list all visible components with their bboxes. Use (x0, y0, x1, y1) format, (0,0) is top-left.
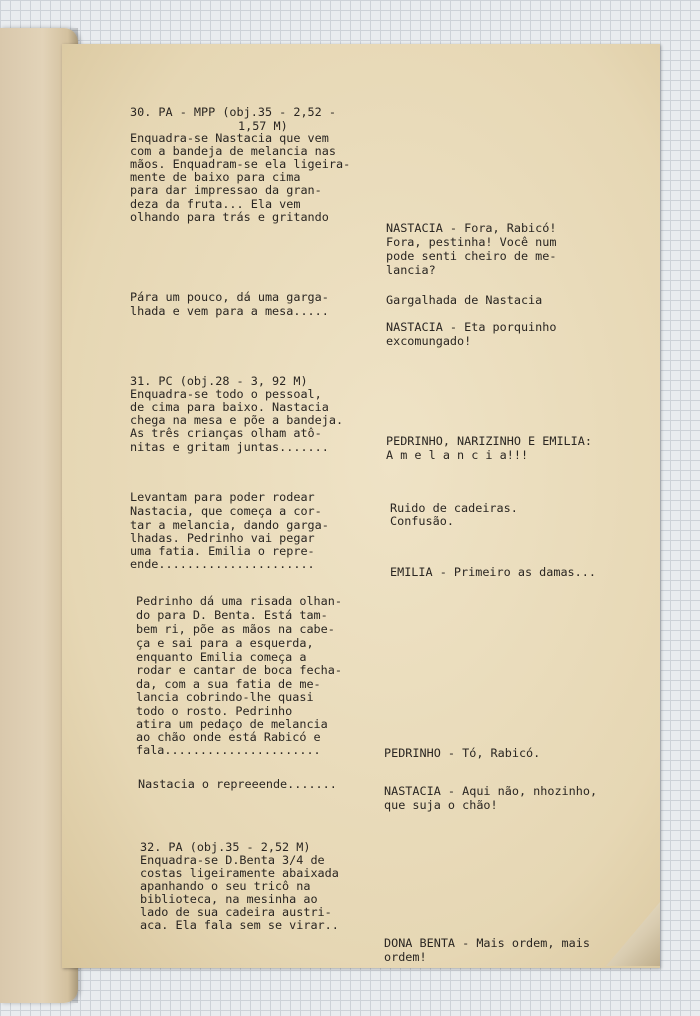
sound-direction: Ruido de cadeiras. (390, 501, 518, 515)
scene-32-direction: apanhando o seu tricô na (140, 879, 311, 893)
scene-30-direction: para dar impressao da gran- (130, 183, 322, 197)
dialogue-children: PEDRINHO, NARIZINHO E EMILIA: (386, 434, 592, 448)
scene-31-direction: ende...................... (130, 557, 315, 571)
scene-31-direction: Levantam para poder rodear (130, 490, 315, 504)
scene-31-direction: nitas e gritam juntas....... (130, 440, 329, 454)
scene-31-direction: de cima para baixo. Nastacia (130, 400, 329, 414)
scene-30-direction: deza da fruta... Ela vem (130, 197, 301, 211)
scene-30-direction: mãos. Enquadram-se ela ligeira- (130, 157, 351, 171)
scene-32-heading: 32. PA (obj.35 - 2,52 M) (140, 840, 311, 854)
scene-31-direction: ça e sai para a esquerda, (136, 636, 314, 650)
scene-31-direction: enquanto Emilia começa a (136, 650, 307, 664)
scene-31-direction: Pedrinho dá uma risada olhan- (136, 594, 342, 608)
sound-direction: Gargalhada de Nastacia (386, 293, 543, 307)
dialogue-nastacia: Fora, pestinha! Você num (386, 235, 557, 249)
dialogue-nastacia: NASTACIA - Fora, Rabicó! (386, 221, 557, 235)
scene-32-direction: biblioteca, na mesinha ao (140, 892, 318, 906)
scene-31-direction: atira um pedaço de melancia (136, 717, 328, 731)
scene-31-direction: lhadas. Pedrinho vai pegar (130, 531, 315, 545)
scene-31-direction: da, com a sua fatia de me- (136, 677, 321, 691)
dialogue-nastacia: excomungado! (386, 334, 472, 348)
dialogue-nastacia: lancia? (386, 263, 436, 277)
scene-32-direction: lado de sua cadeira austri- (140, 905, 332, 919)
scene-32-direction: Enquadra-se D.Benta 3/4 de (140, 853, 325, 867)
scene-30-heading: 30. PA - MPP (obj.35 - 2,52 - (130, 105, 336, 119)
scene-31-direction: Enquadra-se todo o pessoal, (130, 387, 322, 401)
scene-31-heading: 31. PC (obj.28 - 3, 92 M) (130, 374, 308, 388)
scene-30-direction: Enquadra-se Nastacia que vem (130, 131, 329, 145)
dialogue-nastacia: que suja o chão! (384, 798, 498, 812)
scene-30-direction: olhando para trás e gritando (130, 210, 329, 224)
scene-30-direction: Pára um pouco, dá uma garga- (130, 290, 329, 304)
dialogue-dona-benta: ordem! (384, 950, 427, 964)
scene-31-direction: ao chão onde está Rabicó e (136, 730, 321, 744)
scene-31-direction: bem ri, põe as mãos na cabe- (136, 622, 335, 636)
dialogue-dona-benta: DONA BENTA - Mais ordem, mais (384, 936, 590, 950)
scene-31-direction: chega na mesa e põe a bandeja. (130, 413, 344, 427)
scene-31-direction: fala...................... (136, 743, 321, 757)
scene-32-direction: aca. Ela fala sem se virar.. (140, 918, 339, 932)
dialogue-nastacia: NASTACIA - Eta porquinho (386, 320, 557, 334)
scene-31-direction: todo o rosto. Pedrinho (136, 704, 293, 718)
dialogue-nastacia: NASTACIA - Aqui não, nhozinho, (384, 784, 598, 798)
scene-30-heading-cont: 1,57 M) (238, 119, 288, 133)
scene-32-direction: costas ligeiramente abaixada (140, 866, 339, 880)
scene-31-direction: Nastacia o repreeende....... (138, 777, 337, 791)
dialogue-nastacia: pode senti cheiro de me- (386, 249, 557, 263)
scene-31-direction: uma fatia. Emilia o repre- (130, 544, 315, 558)
scene-31-direction: lancia cobrindo-lhe quasi (136, 690, 314, 704)
scene-30-direction: lhada e vem para a mesa..... (130, 304, 329, 318)
scene-30-direction: com a bandeja de melancia nas (130, 144, 336, 158)
scene-31-direction: As três crianças olham atô- (130, 426, 322, 440)
scene-31-direction: tar a melancia, dando garga- (130, 518, 329, 532)
scene-31-direction: rodar e cantar de boca fecha- (136, 663, 342, 677)
scene-31-direction: Nastacia, que começa a cor- (130, 504, 322, 518)
sound-direction: Confusão. (390, 514, 454, 528)
dialogue-children: A m e l a n c i a!!! (386, 448, 529, 462)
dialogue-emilia: EMILIA - Primeiro as damas... (390, 565, 596, 579)
dialogue-pedrinho: PEDRINHO - Tó, Rabicó. (384, 746, 541, 760)
scene-31-direction: do para D. Benta. Está tam- (136, 608, 328, 622)
scene-30-direction: mente de baixo para cima (130, 170, 301, 184)
